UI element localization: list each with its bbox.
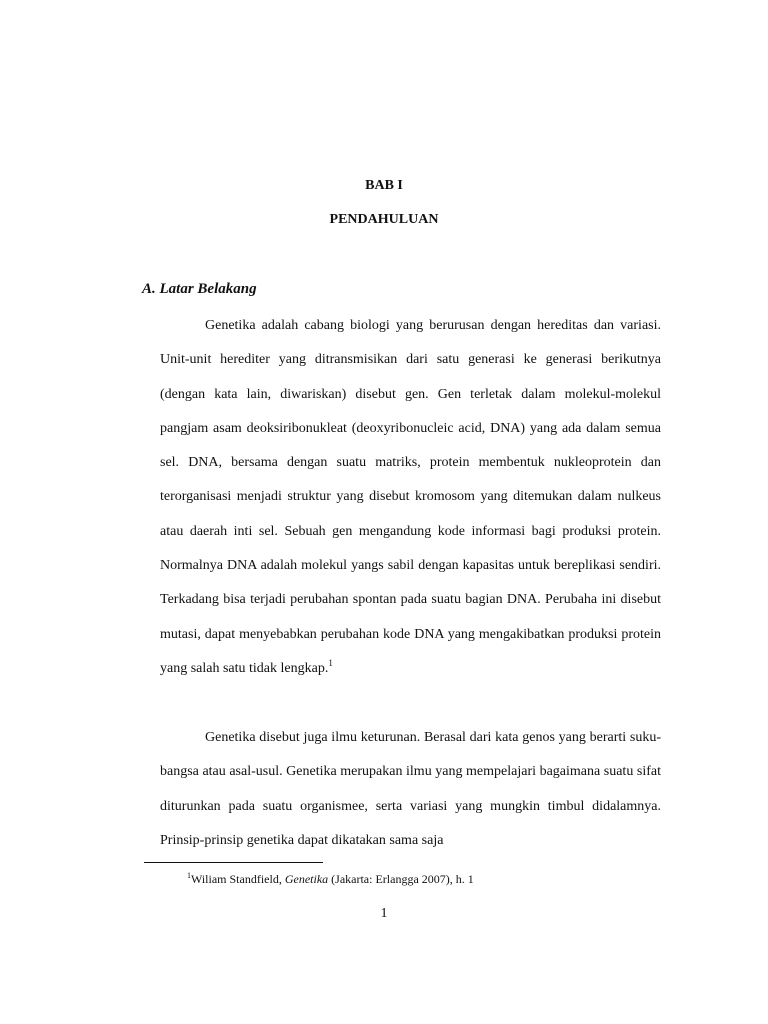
footnote-reference: 1: [328, 657, 333, 668]
paragraph: [160, 309, 661, 686]
paragraph-text: Genetika adalah cabang biologi yang berurusan dengan hereditas dan variasi. Unit-unit herediter yang ditransmisikan dari satu generasi ke generasi berikutnya (dengan kata lain, diwariskan) disebut gen. Gen terletak dalam molekul-molekul pangjam asam deoksiribonukleat (deoxyribonucleic acid, DNA) yang ada dalam semua sel. DNA, bersama dengan suatu matriks, protein membentuk nukleoprotein dan terorganisasi menjadi struktur yang disebut kromosom yang ditemukan dalam nulkeus atau daerah inti sel. Sebuah gen mengandung kode informasi bagi produksi protein. Normalnya DNA adalah molekul yangs sabil dengan kapasitas untuk bereplikasi sendiri. Terkadang bisa terjadi perubahan spontan pada suatu bagian DNA. Perubaha ini disebut mutasi, dapat menyebabkan perubahan kode DNA yang mengakibatkan produksi protein yang salah satu tidak lengkap.: [160, 318, 661, 676]
footnote-number: 1: [187, 871, 191, 880]
footnote-author: Wiliam Standfield,: [191, 872, 285, 886]
chapter-label: BAB I: [365, 178, 403, 193]
paragraph: [160, 721, 661, 858]
section-heading: A. Latar Belakang: [142, 281, 257, 297]
footnote-details: (Jakarta: Erlangga 2007), h. 1: [328, 872, 474, 886]
page-number: 1: [380, 906, 388, 921]
footnote-title: Genetika: [284, 872, 329, 886]
footnote: [187, 872, 474, 887]
paragraph-text: Genetika disebut juga ilmu keturunan. Berasal dari kata genos yang berarti suku-bangsa atau asal-usul. Genetika merupakan ilmu yang mempelajari bagaimana suatu sifat diturunkan pada suatu organismee, serta variasi yang mungkin timbul didalamnya. Prinsip-prinsip genetika dapat dikatakan sama saja: [160, 730, 661, 848]
chapter-title: PENDAHULUAN: [329, 212, 439, 227]
footnote-separator: [144, 862, 323, 863]
